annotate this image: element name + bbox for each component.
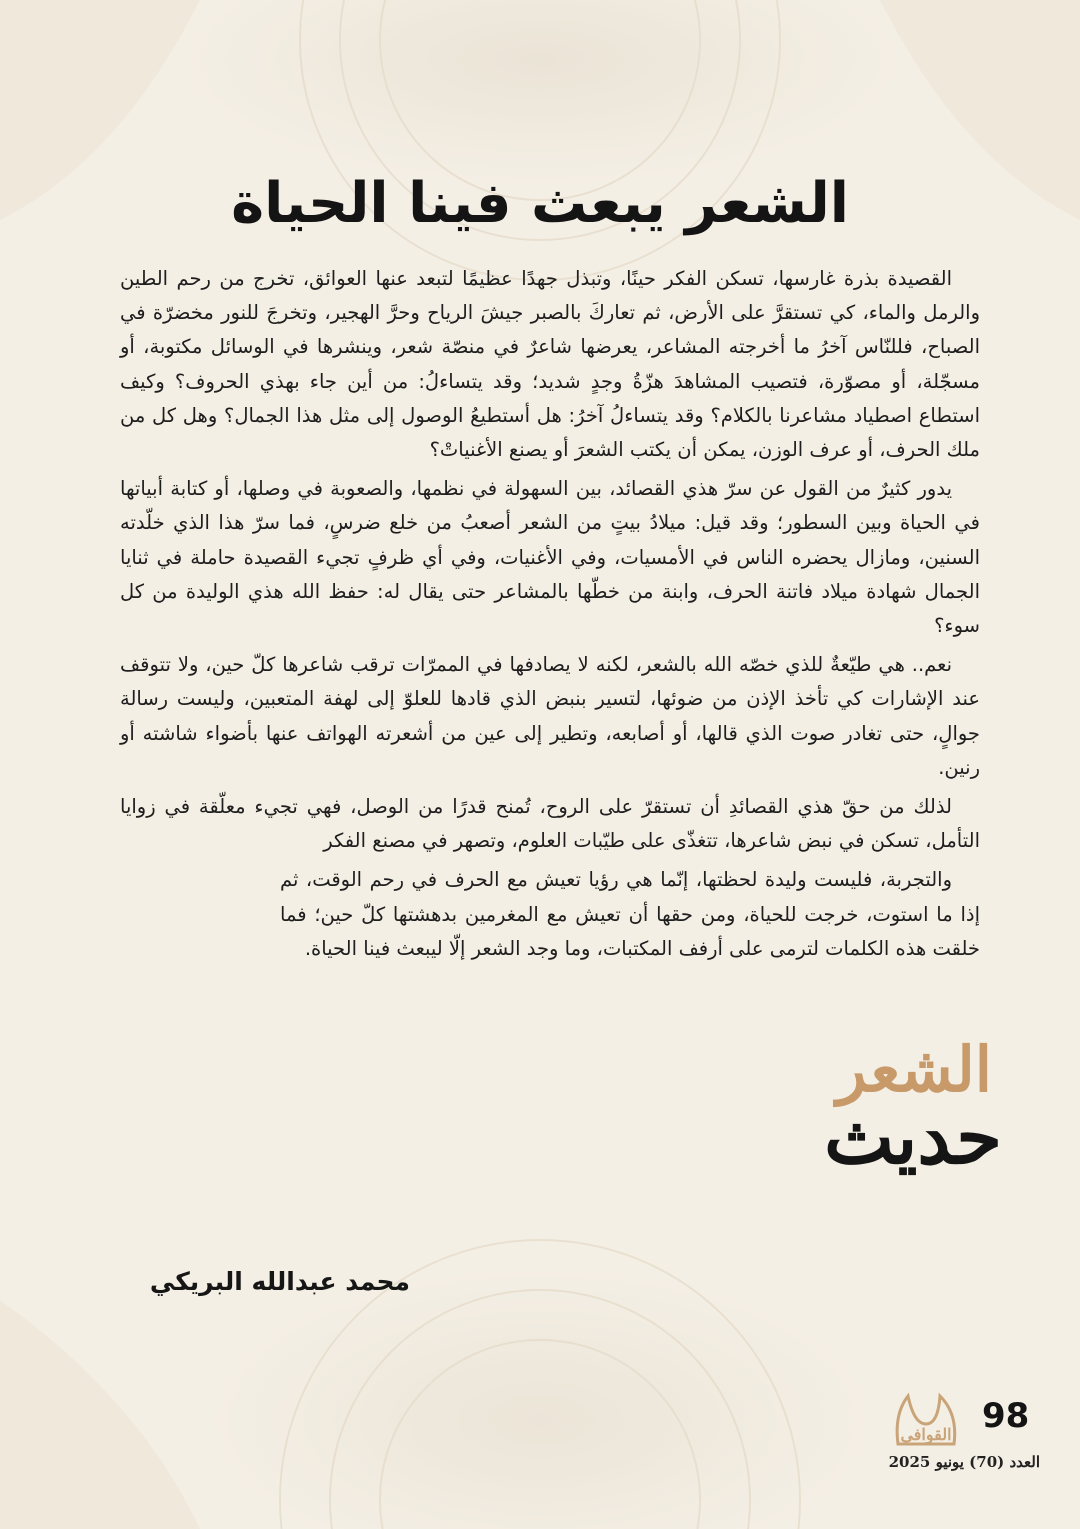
author-name: محمد عبدالله البريكي [149,1267,410,1296]
paragraph-1: القصيدة بذرة غارسها، تسكن الفكر حينًا، وتبذل جهدًا عظيمًا لتبعد عنها العوائق، تخرج من رحم الطين والرمل والماء، كي تستقرَّ على الأرض، ثم تعاركَ بالصبر جيشَ الرياح وحرَّ الهجير، وتخرجَ للنور مخضرّة في الصباح، فللنّاس آخرُ ما أخرجته المشاعر، يعرضها شاعرٌ في منصّة شعر، وينشرها في الوسائل مكتوبة، أو مسجّلة، أو مصوّرة، فتصيب المشاهدَ هزّةُ وجدٍ شديد؛ وقد يتساءلُ: من أين جاء بهذي الحروف؟ وكيف استطاع اصطياد مشاعرنا بالكلام؟ وقد يتساءلُ آخرُ: هل أستطيعُ الوصول إلى مثل هذا الجمال؟ وهل كل من ملك الحرف، أو عرف الوزن، يمكن أن يكتب الشعرَ أو يصنع الأغنياتْ؟ [120,267,980,462]
column-logo-word-top: الشعر [836,1033,992,1106]
article-title: الشعر يبعث فينا الحياة [231,170,849,236]
page-number: 98 [982,1396,1030,1436]
magazine-logo-text: القوافي [900,1425,952,1444]
article-body [120,262,980,971]
issue-info: العدد (70) يونيو 2025 [888,1453,1040,1471]
column-logo-word-bottom: حديث [824,1095,1002,1181]
paragraph-4-end: والتجربة، فليست وليدة لحظتها، إنّما هي رؤيا تعيش مع الحرف في رحم الوقت، ثم إذا ما استوت، خرجت للحياة، ومن حقها أن تعيش مع المغرمين بدهشتها كلّ حين؛ فما خلقت هذه الكلمات لترمى على أرفف المكتبات، وما وجد الشعر إلّا ليبعث فينا الحياة. [280,868,980,960]
paragraph-3: نعم.. هي طيّعةٌ للذي خصّه الله بالشعر، لكنه لا يصادفها في الممرّات ترقب شاعرها كلّ حين، ولا تتوقف عند الإشارات كي تأخذ الإذن من ضوئها، لتسير بنبض الذي قادها للعلوّ إلى لهفة المتعبين، وليست رسالة جوالٍ، حتى تغادر صوت الذي قالها، أو أصابعه، وتطير إلى عين من أشعرته الهواتف عنها بأضواء شاشته أو رنين. [120,653,980,779]
column-logo [822,1030,1042,1190]
paragraph-4-start: لذلك من حقّ هذي القصائدِ أن تستقرّ على الروح، تُمنح قدرًا من الوصل، فهي تجيء معلّقة في زوايا التأمل، تسكن في نبض شاعرها، تتغذّى على طيّبات العلوم، وتصهر في مصنع الفكر [120,795,980,853]
paragraph-2: يدور كثيرٌ من القول عن سرّ هذي القصائد، بين السهولة في نظمها، والصعوبة في وصلها، أو كتابة أبياتها في الحياة وبين السطور؛ وقد قيل: ميلادُ بيتٍ من الشعر أصعبُ من خلع ضرسٍ، فما سرّ هذا الذي خلّدته السنين، ومازال يحضره الناس في الأمسيات، وفي الأغنيات، وفي أي ظرفٍ تجيء القصيدة حاملة في ثنايا الجمال شهادة ميلاد فاتنة الحرف، وابنة من خطّها بالمشاعر حتى يقال له: حفظ الله هذي الوليدة من كل سوء؟ [120,477,980,638]
magazine-logo [888,1384,964,1454]
